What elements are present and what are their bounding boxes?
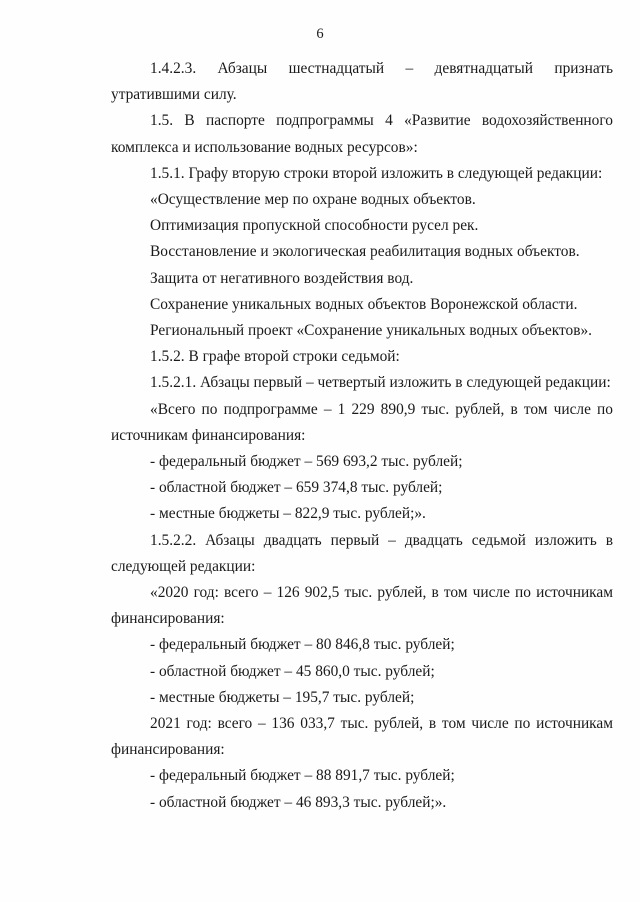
paragraph: 1.5.2. В графе второй строки седьмой: [150,348,400,366]
paragraph: 1.5. В паспорте подпрограммы 4 «Развитие водохозяйственного комплекса и использование водных ресурсов»: [111,112,613,156]
paragraph: 1.5.2.1. Абзацы первый – четвертый изложить в следующей редакции: [150,374,611,392]
paragraph: - местные бюджеты – 195,7 тыс. рублей; [150,688,415,706]
page-number: 6 [316,26,324,42]
paragraph: 1.5.2.2. Абзацы двадцать первый – двадцать седьмой изложить в следующей редакции: [111,531,613,575]
paragraph: 1.4.2.3. Абзацы шестнадцатый – девятнадцатый признать утратившими силу. [111,60,613,104]
paragraph: «Осуществление мер по охране водных объектов. [150,191,476,209]
paragraph: Сохранение уникальных водных объектов Воронежской области. [150,295,578,313]
paragraph: - местные бюджеты – 822,9 тыс. рублей;». [150,505,426,523]
paragraph: - областной бюджет – 659 374,8 тыс. рублей; [150,479,443,497]
paragraph: - федеральный бюджет – 80 846,8 тыс. рублей; [150,636,455,654]
paragraph: Защита от негативного воздействия вод. [150,269,414,287]
paragraph: Региональный проект «Сохранение уникальных водных объектов». [150,322,592,340]
paragraph: - областной бюджет – 46 893,3 тыс. рублей;». [150,793,447,811]
paragraph: «2020 год: всего – 126 902,5 тыс. рублей, в том числе по источникам финансирования: [111,584,613,628]
paragraph: «Всего по подпрограмме – 1 229 890,9 тыс. рублей, в том числе по источникам финансирования: [111,400,613,444]
paragraph: - федеральный бюджет – 569 693,2 тыс. рублей; [150,453,463,471]
paragraph: - областной бюджет – 45 860,0 тыс. рублей; [150,662,435,680]
document-body [111,56,613,816]
paragraph: - федеральный бюджет – 88 891,7 тыс. рублей; [150,767,455,785]
paragraph: 1.5.1. Графу вторую строки второй изложить в следующей редакции: [150,164,603,182]
paragraph: Оптимизация пропускной способности русел рек. [150,217,479,235]
paragraph: Восстановление и экологическая реабилитация водных объектов. [150,243,580,261]
paragraph: 2021 год: всего – 136 033,7 тыс. рублей, в том числе по источникам финансирования: [111,715,613,759]
